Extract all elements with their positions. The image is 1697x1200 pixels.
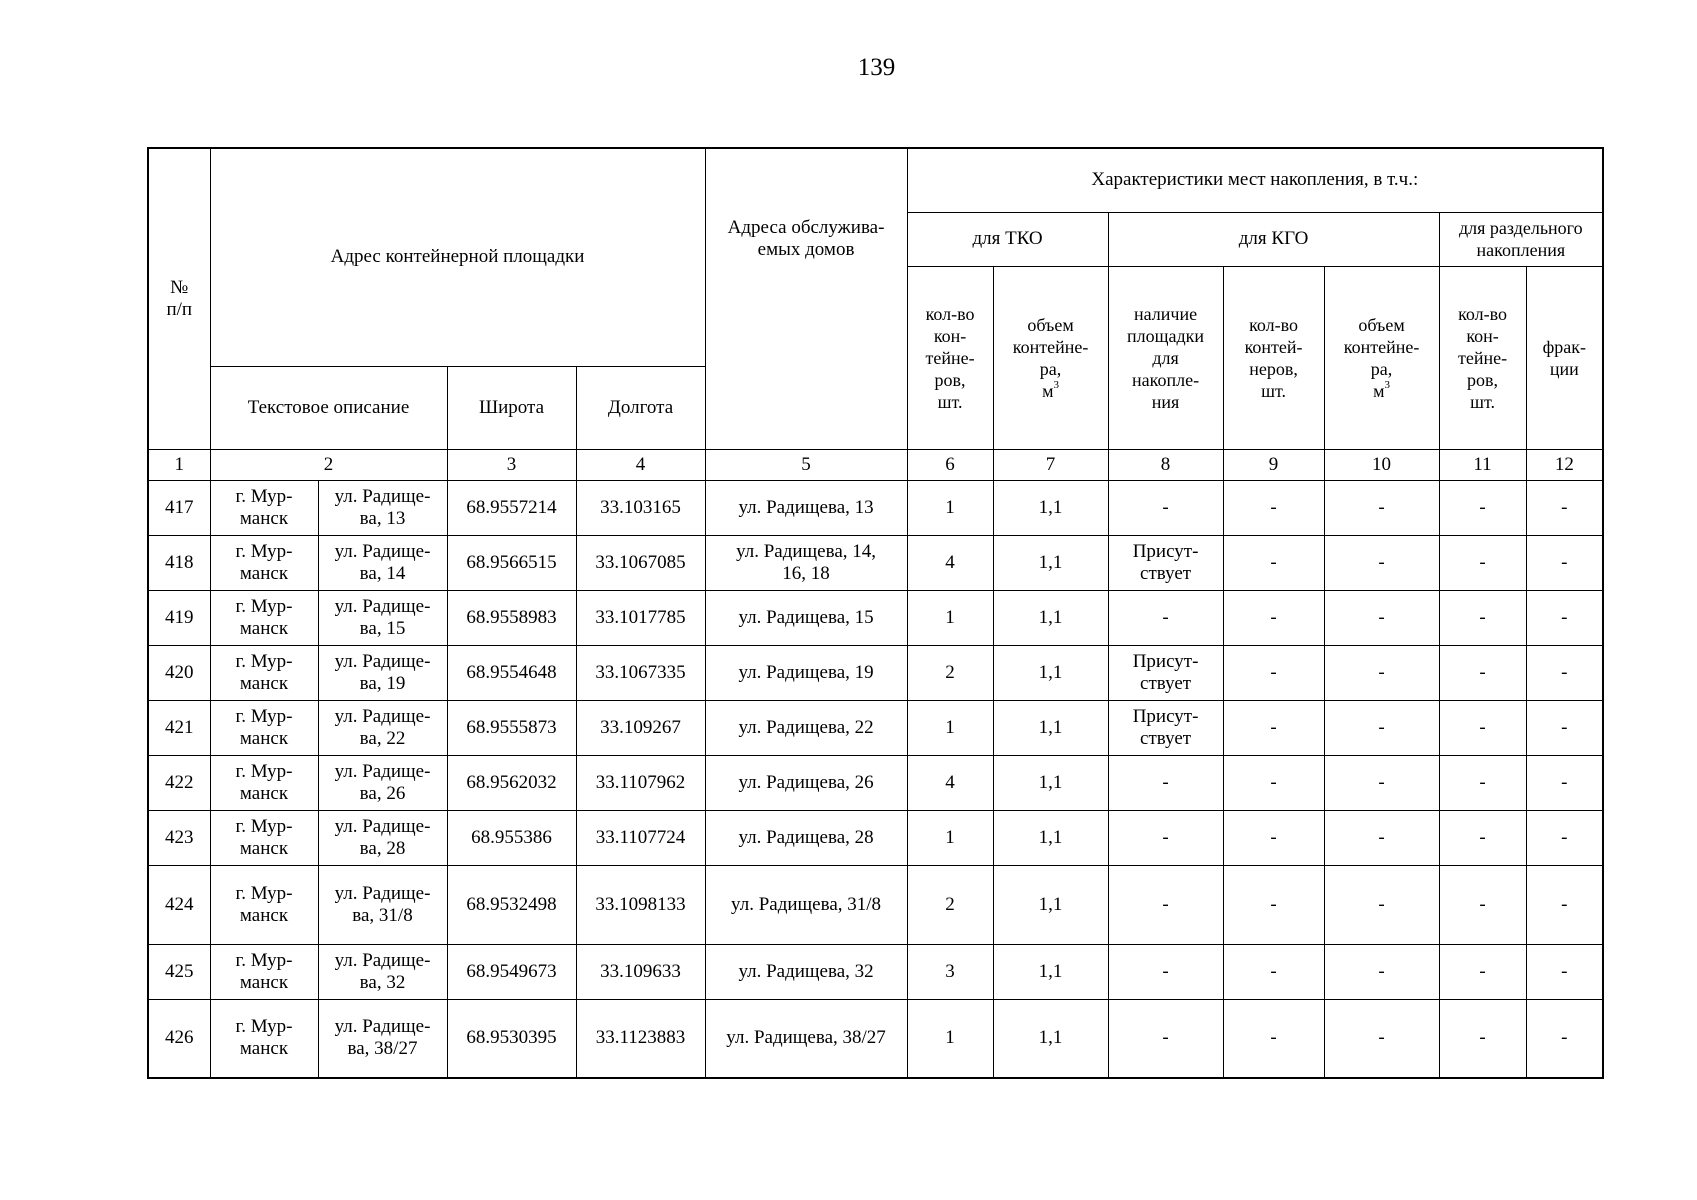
cell-sep-count: -: [1439, 480, 1526, 535]
page-number: 139: [857, 54, 896, 81]
cell-tko-volume: 1,1: [993, 865, 1108, 944]
cell-tko-volume: 1,1: [993, 590, 1108, 645]
cell-kgo-presence: -: [1108, 755, 1223, 810]
cell-tko-volume: 1,1: [993, 755, 1108, 810]
cell-kgo-volume: -: [1324, 999, 1439, 1078]
table-header: [148, 148, 1603, 480]
cell-sep-count: -: [1439, 865, 1526, 944]
cell-tko-volume: 1,1: [993, 645, 1108, 700]
cell-sep-fractions: -: [1526, 645, 1603, 700]
container-sites-table: [147, 147, 1604, 1079]
header-for-tko: для ТКО: [907, 212, 1108, 266]
header-kgo-volume: объем контейне- ра, $м^3$: [1324, 266, 1439, 449]
cell-no: 418: [148, 535, 210, 590]
cell-latitude: 68.9566515: [447, 535, 576, 590]
cell-kgo-count: -: [1223, 645, 1324, 700]
cell-sep-fractions: -: [1526, 865, 1603, 944]
cell-no: 422: [148, 755, 210, 810]
cell-longitude: 33.1098133: [576, 865, 705, 944]
header-sep-count: кол-во кон- тейне- ров, шт.: [1439, 266, 1526, 449]
cell-latitude: 68.9532498: [447, 865, 576, 944]
table-row: [148, 999, 1603, 1078]
cell-tko-count: 1: [907, 810, 993, 865]
cell-sep-count: -: [1439, 590, 1526, 645]
cell-no: 420: [148, 645, 210, 700]
header-text-description: Текстовое описание: [210, 366, 447, 449]
column-number: 10: [1324, 449, 1439, 480]
table-row: [148, 810, 1603, 865]
column-number: 4: [576, 449, 705, 480]
column-number: 9: [1223, 449, 1324, 480]
table-row: [148, 944, 1603, 999]
column-number-row: [148, 449, 1603, 480]
table-row: [148, 755, 1603, 810]
cell-longitude: 33.103165: [576, 480, 705, 535]
cell-served-address: ул. Радищева, 22: [705, 700, 907, 755]
cell-latitude: 68.9555873: [447, 700, 576, 755]
cell-sep-count: -: [1439, 999, 1526, 1078]
unit-superscript: 3: [1053, 378, 1059, 391]
column-number: 11: [1439, 449, 1526, 480]
cell-longitude: 33.109633: [576, 944, 705, 999]
cell-street: ул. Радище- ва, 19: [318, 645, 447, 700]
cell-tko-volume: 1,1: [993, 810, 1108, 865]
cell-kgo-count: -: [1223, 700, 1324, 755]
cell-kgo-volume: -: [1324, 755, 1439, 810]
cell-served-address: ул. Радищева, 38/27: [705, 999, 907, 1078]
cell-tko-count: 1: [907, 999, 993, 1078]
header-characteristics: Характеристики мест накопления, в т.ч.:: [907, 148, 1603, 212]
cell-city: г. Мур- манск: [210, 810, 318, 865]
header-no: № п/п: [148, 148, 210, 449]
cell-latitude: 68.9530395: [447, 999, 576, 1078]
cell-kgo-count: -: [1223, 999, 1324, 1078]
table-body: [148, 480, 1603, 1078]
cell-longitude: 33.1123883: [576, 999, 705, 1078]
column-number: 5: [705, 449, 907, 480]
cell-served-address: ул. Радищева, 31/8: [705, 865, 907, 944]
cell-sep-fractions: -: [1526, 590, 1603, 645]
table-row: [148, 865, 1603, 944]
cell-longitude: 33.1107724: [576, 810, 705, 865]
cell-sep-fractions: -: [1526, 944, 1603, 999]
cell-street: ул. Радище- ва, 38/27: [318, 999, 447, 1078]
column-number: 7: [993, 449, 1108, 480]
cell-kgo-presence: Присут- ствует: [1108, 535, 1223, 590]
header-tko-count: кол-во кон- тейне- ров, шт.: [907, 266, 993, 449]
cell-sep-count: -: [1439, 700, 1526, 755]
cell-latitude: 68.9554648: [447, 645, 576, 700]
cell-no: 421: [148, 700, 210, 755]
cell-latitude: 68.9558983: [447, 590, 576, 645]
cell-no: 423: [148, 810, 210, 865]
cell-tko-volume: 1,1: [993, 944, 1108, 999]
cell-longitude: 33.109267: [576, 700, 705, 755]
cell-served-address: ул. Радищева, 28: [705, 810, 907, 865]
cell-sep-fractions: -: [1526, 810, 1603, 865]
cell-kgo-presence: -: [1108, 480, 1223, 535]
cell-street: ул. Радище- ва, 14: [318, 535, 447, 590]
cell-no: 424: [148, 865, 210, 944]
cell-kgo-presence: -: [1108, 865, 1223, 944]
cell-served-address: ул. Радищева, 19: [705, 645, 907, 700]
table-row: [148, 700, 1603, 755]
cell-kgo-volume: -: [1324, 944, 1439, 999]
cell-latitude: 68.9562032: [447, 755, 576, 810]
cell-tko-count: 1: [907, 590, 993, 645]
cell-kgo-count: -: [1223, 480, 1324, 535]
cell-street: ул. Радище- ва, 32: [318, 944, 447, 999]
cell-kgo-count: -: [1223, 590, 1324, 645]
cell-city: г. Мур- манск: [210, 535, 318, 590]
cell-sep-fractions: -: [1526, 535, 1603, 590]
cell-kgo-presence: Присут- ствует: [1108, 645, 1223, 700]
cell-kgo-count: -: [1223, 535, 1324, 590]
cell-kgo-presence: -: [1108, 999, 1223, 1078]
cell-kgo-volume: -: [1324, 865, 1439, 944]
cell-city: г. Мур- манск: [210, 999, 318, 1078]
cell-kgo-presence: -: [1108, 810, 1223, 865]
cell-kgo-presence: Присут- ствует: [1108, 700, 1223, 755]
cell-longitude: 33.1067085: [576, 535, 705, 590]
header-for-separate: для раздельного накопления: [1439, 212, 1603, 266]
header-container-address: Адрес контейнерной площадки: [210, 148, 705, 366]
cell-street: ул. Радище- ва, 15: [318, 590, 447, 645]
cell-city: г. Мур- манск: [210, 645, 318, 700]
header-kgo-presence: наличие площадки для накопле- ния: [1108, 266, 1223, 449]
cell-tko-count: 1: [907, 700, 993, 755]
cell-sep-fractions: -: [1526, 700, 1603, 755]
cell-kgo-presence: -: [1108, 590, 1223, 645]
cell-tko-count: 4: [907, 535, 993, 590]
cell-kgo-volume: -: [1324, 810, 1439, 865]
cell-tko-count: 2: [907, 865, 993, 944]
cell-tko-count: 1: [907, 480, 993, 535]
cell-kgo-volume: -: [1324, 480, 1439, 535]
cell-street: ул. Радище- ва, 28: [318, 810, 447, 865]
cell-served-address: ул. Радищева, 26: [705, 755, 907, 810]
cell-tko-volume: 1,1: [993, 999, 1108, 1078]
cell-sep-count: -: [1439, 535, 1526, 590]
header-tko-volume: объем контейне- ра, $м^3$: [993, 266, 1108, 449]
column-number: 3: [447, 449, 576, 480]
cell-no: 425: [148, 944, 210, 999]
cell-sep-count: -: [1439, 755, 1526, 810]
cell-city: г. Мур- манск: [210, 944, 318, 999]
cell-kgo-volume: -: [1324, 700, 1439, 755]
cell-street: ул. Радище- ва, 26: [318, 755, 447, 810]
table-row: [148, 590, 1603, 645]
header-latitude: Широта: [447, 366, 576, 449]
cell-city: г. Мур- манск: [210, 865, 318, 944]
column-number: 8: [1108, 449, 1223, 480]
cell-latitude: 68.9549673: [447, 944, 576, 999]
table-row: [148, 480, 1603, 535]
cell-no: 419: [148, 590, 210, 645]
cell-no: 417: [148, 480, 210, 535]
cell-served-address: ул. Радищева, 15: [705, 590, 907, 645]
cell-latitude: 68.9557214: [447, 480, 576, 535]
cell-tko-volume: 1,1: [993, 480, 1108, 535]
cell-kgo-count: -: [1223, 865, 1324, 944]
column-number: 12: [1526, 449, 1603, 480]
cell-sep-count: -: [1439, 944, 1526, 999]
cell-tko-count: 2: [907, 645, 993, 700]
header-served-addresses: Адреса обслужива- емых домов: [705, 148, 907, 449]
cell-kgo-volume: -: [1324, 645, 1439, 700]
cell-sep-fractions: -: [1526, 755, 1603, 810]
cell-served-address: ул. Радищева, 32: [705, 944, 907, 999]
header-longitude: Долгота: [576, 366, 705, 449]
column-number: 2: [210, 449, 447, 480]
cell-kgo-volume: -: [1324, 535, 1439, 590]
cell-sep-fractions: -: [1526, 999, 1603, 1078]
cell-sep-count: -: [1439, 810, 1526, 865]
cell-served-address: ул. Радищева, 13: [705, 480, 907, 535]
cell-served-address: ул. Радищева, 14, 16, 18: [705, 535, 907, 590]
cell-sep-count: -: [1439, 645, 1526, 700]
header-for-kgo: для КГО: [1108, 212, 1439, 266]
cell-kgo-count: -: [1223, 755, 1324, 810]
cell-city: г. Мур- манск: [210, 700, 318, 755]
header-kgo-count: кол-во контей- неров, шт.: [1223, 266, 1324, 449]
cell-tko-count: 4: [907, 755, 993, 810]
cell-kgo-count: -: [1223, 944, 1324, 999]
cell-sep-fractions: -: [1526, 480, 1603, 535]
cell-tko-volume: 1,1: [993, 535, 1108, 590]
cell-street: ул. Радище- ва, 31/8: [318, 865, 447, 944]
cell-tko-volume: 1,1: [993, 700, 1108, 755]
cell-city: г. Мур- манск: [210, 590, 318, 645]
cell-latitude: 68.955386: [447, 810, 576, 865]
cell-city: г. Мур- манск: [210, 755, 318, 810]
table-row: [148, 645, 1603, 700]
header-sep-fractions: фрак- ции: [1526, 266, 1603, 449]
table-row: [148, 535, 1603, 590]
column-number: 1: [148, 449, 210, 480]
cell-tko-count: 3: [907, 944, 993, 999]
cell-street: ул. Радище- ва, 13: [318, 480, 447, 535]
cell-no: 426: [148, 999, 210, 1078]
unit-superscript: 3: [1384, 378, 1390, 391]
cell-longitude: 33.1107962: [576, 755, 705, 810]
cell-longitude: 33.1017785: [576, 590, 705, 645]
cell-kgo-volume: -: [1324, 590, 1439, 645]
cell-street: ул. Радище- ва, 22: [318, 700, 447, 755]
cell-longitude: 33.1067335: [576, 645, 705, 700]
column-number: 6: [907, 449, 993, 480]
cell-kgo-presence: -: [1108, 944, 1223, 999]
cell-city: г. Мур- манск: [210, 480, 318, 535]
cell-kgo-count: -: [1223, 810, 1324, 865]
